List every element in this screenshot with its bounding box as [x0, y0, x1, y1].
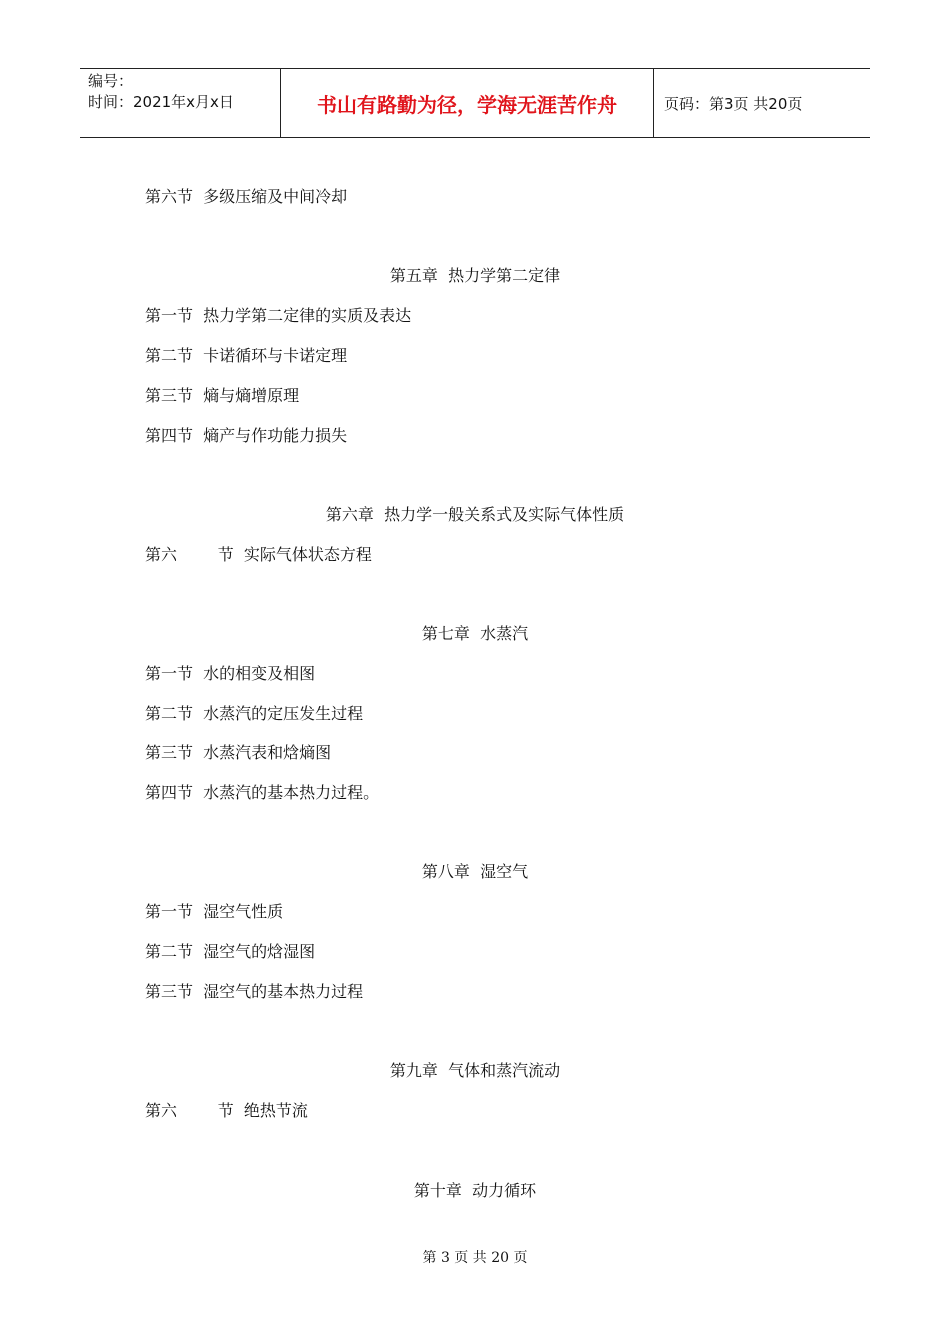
section-line: 第一节 热力学第二定律的实质及表达	[145, 306, 412, 325]
section-line: 第六节 多级压缩及中间冷却	[145, 187, 348, 206]
section-line: 第一节 水的相变及相图	[145, 664, 316, 683]
chapter-heading: 第十章 动力循环	[413, 1181, 537, 1200]
chapter-heading: 第八章 湿空气	[421, 862, 529, 881]
chapter-heading: 第六章 热力学一般关系式及实际气体性质	[325, 505, 625, 524]
section-line: 第三节 熵与熵增原理	[145, 386, 300, 405]
page-footer: 第 3 页 共 20 页	[422, 1250, 528, 1266]
section-line: 第四节 熵产与作功能力损失	[145, 426, 348, 445]
chapter-heading: 第九章 气体和蒸汽流动	[389, 1061, 561, 1080]
section-line: 第二节 卡诺循环与卡诺定理	[145, 346, 348, 365]
section-line: 第四节 水蒸汽的基本热力过程。	[145, 783, 380, 802]
document-header	[80, 68, 870, 138]
motto: 书山有路勤为径，学海无涯苦作舟	[281, 69, 654, 137]
section-line: 第三节 水蒸汽表和焓熵图	[145, 743, 332, 762]
section-line: 第二节 湿空气的焓湿图	[145, 942, 316, 961]
header-meta-cell	[80, 69, 281, 137]
section-line: 第六 节 绝热节流	[145, 1101, 308, 1120]
chapter-heading: 第七章 水蒸汽	[421, 624, 529, 643]
section-line: 第二节 水蒸汽的定压发生过程	[145, 704, 364, 723]
number-label: 编号：	[88, 72, 134, 90]
chapter-heading: 第五章 热力学第二定律	[389, 266, 561, 285]
section-line: 第六 节 实际气体状态方程	[145, 545, 372, 564]
page-info: 页码：第3页 共20页	[664, 94, 803, 113]
time-label: 时间：2021年x月x日	[88, 93, 234, 111]
section-line: 第一节 湿空气性质	[145, 902, 284, 921]
section-line: 第三节 湿空气的基本热力过程	[145, 982, 364, 1001]
